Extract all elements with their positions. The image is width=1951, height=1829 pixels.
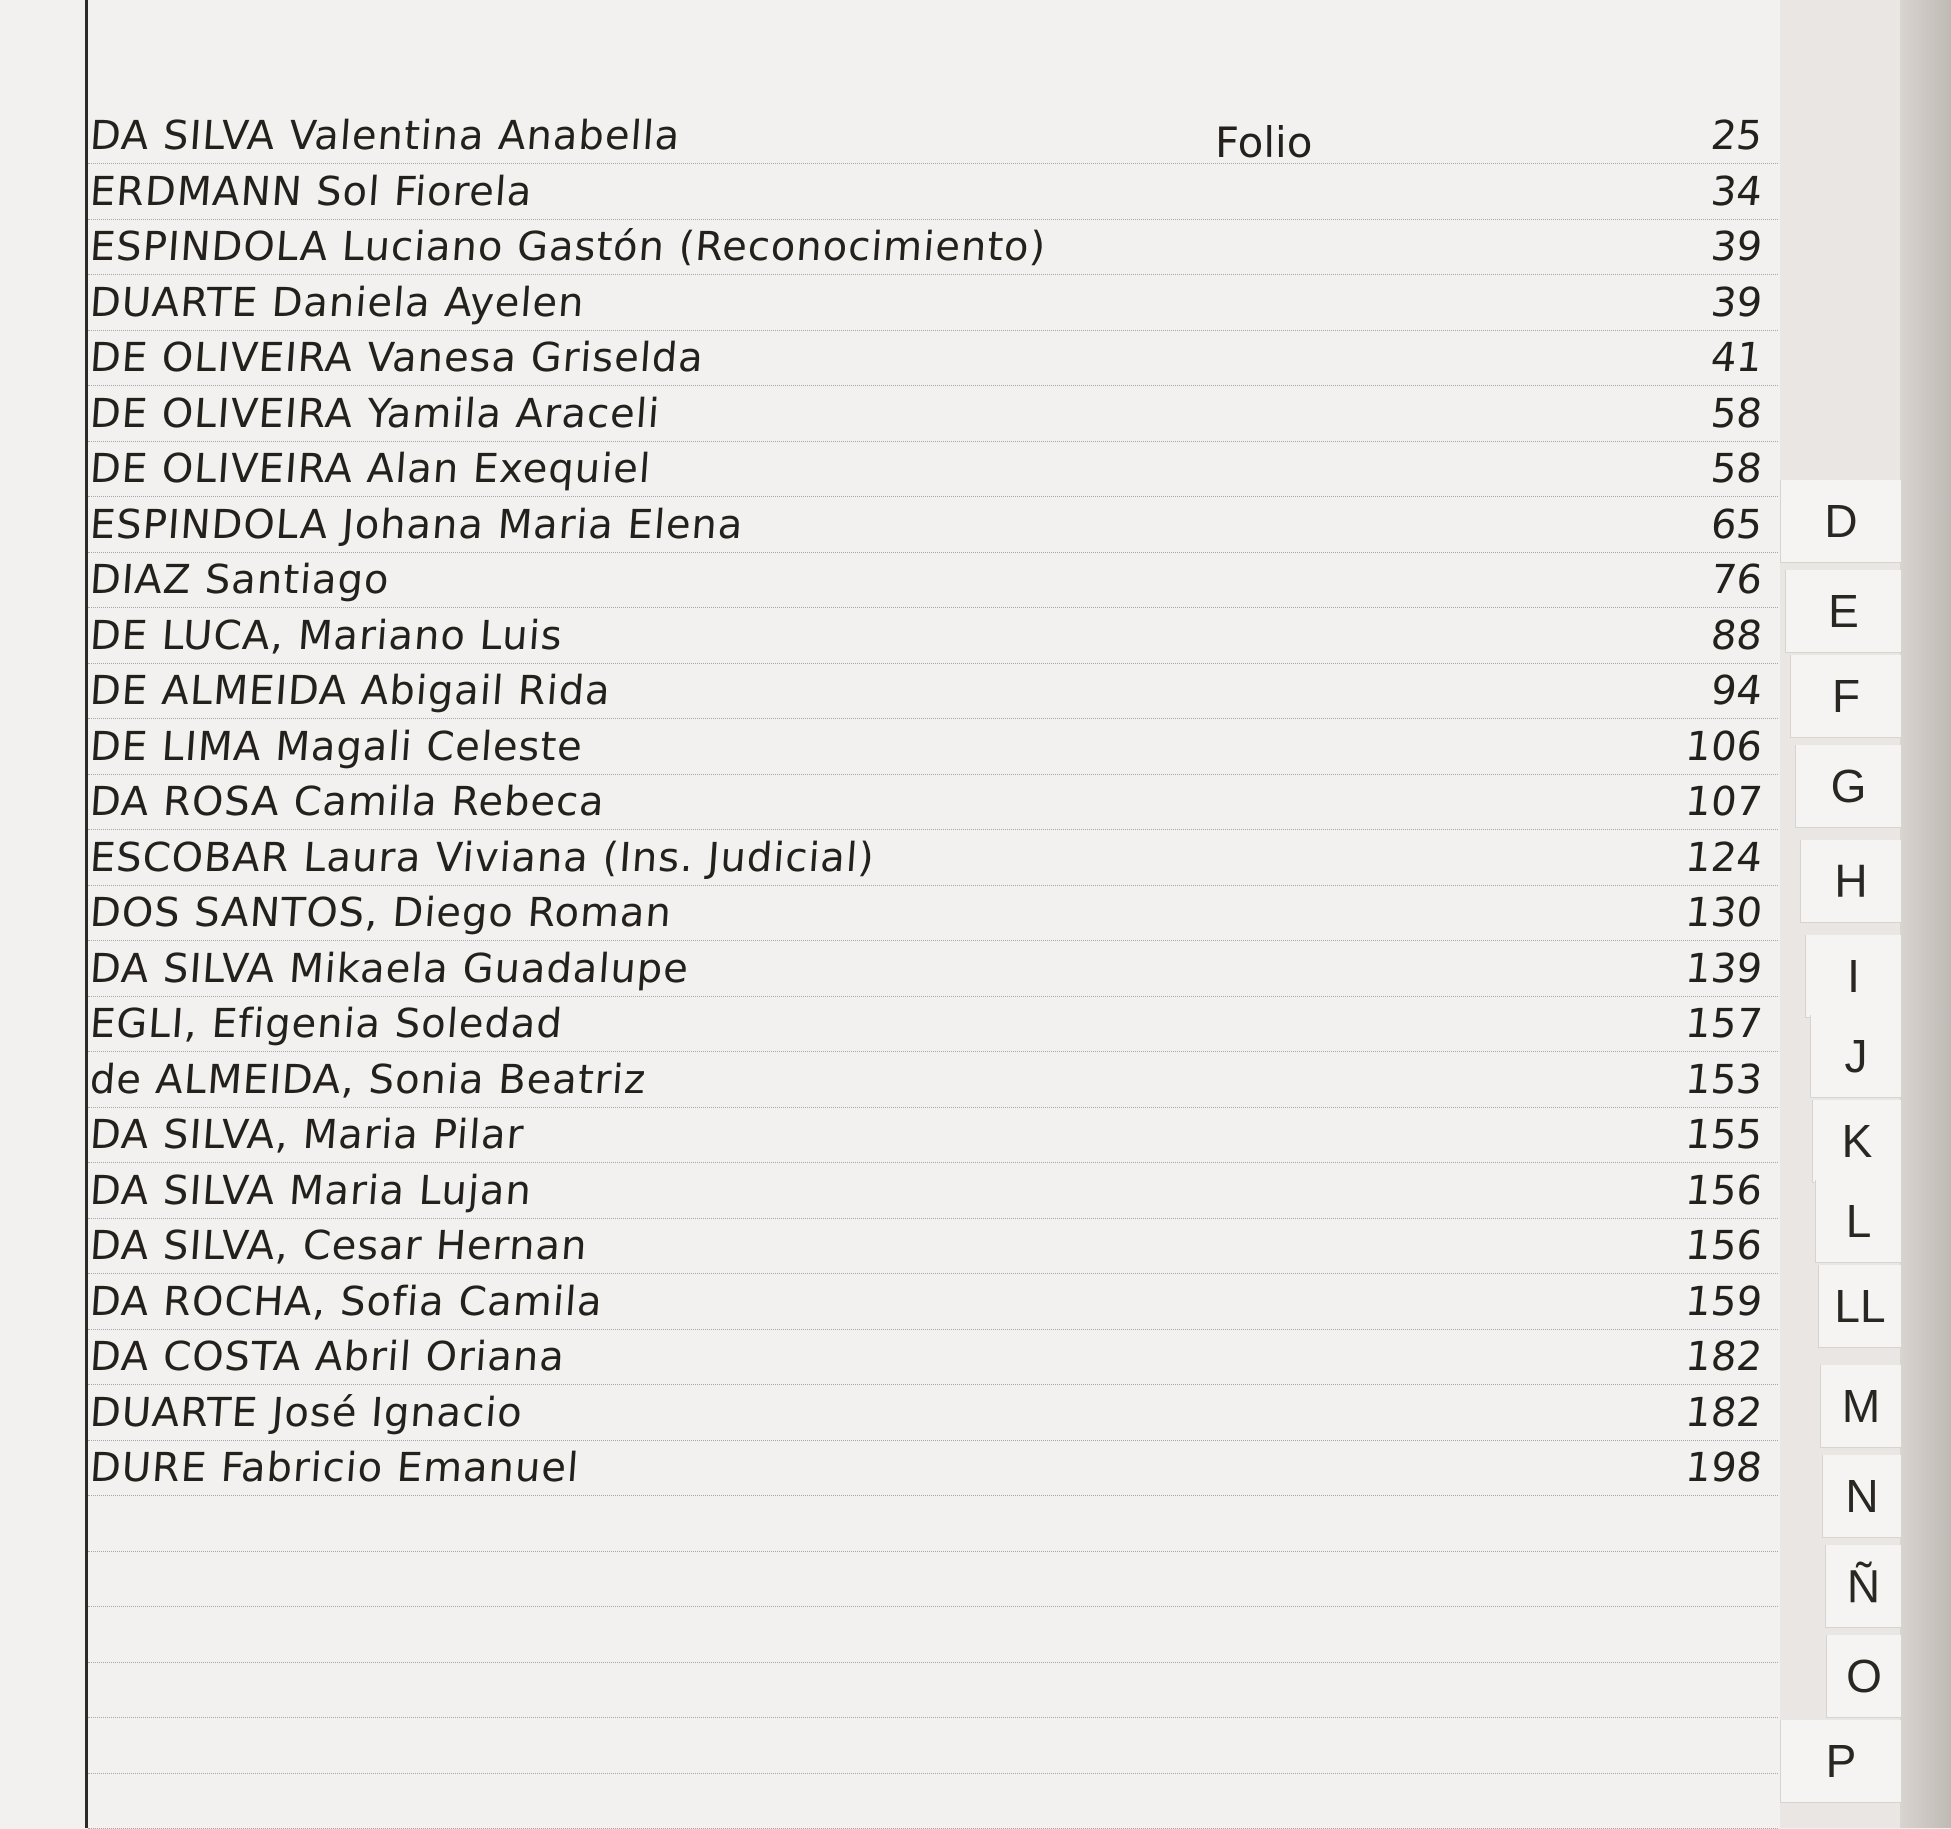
list-item bbox=[90, 668, 1770, 718]
entry-folio: 65 bbox=[1708, 501, 1765, 548]
entry-folio: 39 bbox=[1708, 224, 1765, 270]
entry-name: ERDMANN Sol Fiorela bbox=[88, 168, 535, 215]
ruled-line bbox=[88, 1440, 1778, 1441]
entry-name: DA SILVA, Cesar Hernan bbox=[88, 1223, 590, 1269]
list-item bbox=[90, 557, 1770, 607]
ruled-line bbox=[88, 330, 1778, 331]
list-item bbox=[90, 835, 1770, 885]
ruled-line bbox=[88, 1107, 1778, 1108]
index-tab[interactable]: G bbox=[1795, 745, 1901, 828]
entry-folio: 156 bbox=[1683, 1167, 1765, 1214]
ruled-line bbox=[88, 1273, 1778, 1274]
list-item bbox=[90, 1112, 1770, 1162]
entry-folio: 198 bbox=[1683, 1445, 1765, 1491]
ruled-line bbox=[88, 829, 1778, 830]
entry-name: DIAZ Santiago bbox=[88, 557, 392, 603]
entry-name: DE ALMEIDA Abigail Rida bbox=[88, 668, 613, 714]
entry-folio: 182 bbox=[1683, 1389, 1765, 1436]
entry-name: DA COSTA Abril Oriana bbox=[88, 1334, 567, 1380]
list-item bbox=[90, 613, 1770, 663]
list-item bbox=[90, 724, 1770, 774]
list-item bbox=[90, 946, 1770, 996]
ruled-line bbox=[88, 996, 1778, 997]
entry-name: de ALMEIDA, Sonia Beatriz bbox=[88, 1056, 648, 1103]
entry-name: DUARTE José Ignacio bbox=[88, 1389, 525, 1436]
ruled-line bbox=[88, 1662, 1778, 1663]
ruled-line bbox=[88, 1051, 1778, 1052]
entry-folio: 155 bbox=[1683, 1112, 1765, 1158]
index-tab[interactable]: LL bbox=[1818, 1265, 1901, 1348]
list-item bbox=[90, 1001, 1770, 1051]
entry-name: DE OLIVEIRA Yamila Araceli bbox=[88, 390, 662, 437]
entry-folio: 58 bbox=[1708, 446, 1765, 492]
ruled-line bbox=[88, 885, 1778, 886]
ruled-line bbox=[88, 1218, 1778, 1219]
ruled-line bbox=[88, 385, 1778, 386]
entry-folio: 106 bbox=[1683, 723, 1765, 770]
entry-folio: 130 bbox=[1683, 890, 1765, 936]
entry-name: DE OLIVEIRA Vanesa Griselda bbox=[88, 335, 706, 381]
entry-folio: 159 bbox=[1683, 1278, 1765, 1325]
list-item bbox=[90, 391, 1770, 441]
list-item bbox=[90, 1445, 1770, 1495]
entry-name: DE OLIVEIRA Alan Exequiel bbox=[88, 446, 653, 492]
ruled-line bbox=[88, 496, 1778, 497]
entry-name: ESPINDOLA Johana Maria Elena bbox=[88, 501, 746, 548]
ruled-line bbox=[88, 1495, 1778, 1496]
entry-folio: 41 bbox=[1708, 335, 1765, 381]
entry-folio: 157 bbox=[1683, 1001, 1765, 1047]
ruled-line bbox=[88, 1162, 1778, 1163]
index-tab[interactable]: D bbox=[1780, 480, 1901, 563]
index-tab[interactable]: J bbox=[1810, 1015, 1901, 1098]
entry-folio: 39 bbox=[1708, 279, 1765, 326]
list-item bbox=[90, 113, 1770, 163]
entry-name: DA SILVA Maria Lujan bbox=[88, 1167, 534, 1214]
index-tab[interactable]: K bbox=[1812, 1100, 1901, 1183]
list-item bbox=[90, 890, 1770, 940]
ruled-line bbox=[88, 552, 1778, 553]
entry-folio: 182 bbox=[1683, 1334, 1765, 1380]
list-item bbox=[90, 1057, 1770, 1107]
entry-folio: 88 bbox=[1708, 612, 1765, 659]
entry-name: ESCOBAR Laura Viviana (Ins. Judicial) bbox=[88, 834, 877, 881]
index-tab[interactable]: I bbox=[1805, 935, 1901, 1018]
entry-folio: 94 bbox=[1708, 668, 1765, 714]
entry-name: DOS SANTOS, Diego Roman bbox=[88, 890, 674, 936]
ruled-line bbox=[88, 219, 1778, 220]
entry-name: DA SILVA Valentina Anabella bbox=[88, 113, 682, 159]
index-tab[interactable]: H bbox=[1800, 840, 1901, 923]
entry-folio: 153 bbox=[1683, 1056, 1765, 1103]
list-item bbox=[90, 280, 1770, 330]
entry-folio: 76 bbox=[1708, 557, 1765, 603]
list-item bbox=[90, 1390, 1770, 1440]
ruled-line bbox=[88, 607, 1778, 608]
ruled-line bbox=[88, 1606, 1778, 1607]
ruled-line bbox=[88, 441, 1778, 442]
ruled-line bbox=[88, 718, 1778, 719]
ruled-line bbox=[88, 163, 1778, 164]
list-item bbox=[90, 169, 1770, 219]
list-item bbox=[90, 779, 1770, 829]
entry-folio: 139 bbox=[1683, 945, 1765, 992]
index-tab[interactable]: F bbox=[1790, 655, 1901, 738]
entry-name: DA SILVA, Maria Pilar bbox=[88, 1112, 526, 1158]
index-tab[interactable]: Ñ bbox=[1825, 1545, 1901, 1628]
entry-folio: 58 bbox=[1708, 390, 1765, 437]
entry-name: DE LIMA Magali Celeste bbox=[88, 723, 585, 770]
entry-folio: 25 bbox=[1708, 113, 1765, 159]
list-item bbox=[90, 1223, 1770, 1273]
list-item bbox=[90, 1279, 1770, 1329]
entry-name: ESPINDOLA Luciano Gastón (Reconocimiento) bbox=[88, 224, 1048, 270]
list-item bbox=[90, 446, 1770, 496]
ruled-line bbox=[88, 940, 1778, 941]
index-tab[interactable]: N bbox=[1822, 1455, 1901, 1538]
list-item bbox=[90, 224, 1770, 274]
index-tab[interactable]: L bbox=[1815, 1180, 1901, 1263]
entry-folio: 156 bbox=[1683, 1223, 1765, 1269]
entry-name: DA ROSA Camila Rebeca bbox=[88, 779, 607, 825]
entry-folio: 124 bbox=[1683, 834, 1765, 881]
ruled-line bbox=[88, 663, 1778, 664]
ruled-line bbox=[88, 1384, 1778, 1385]
entry-folio: 34 bbox=[1708, 168, 1765, 215]
ruled-line bbox=[88, 1329, 1778, 1330]
ruled-line bbox=[88, 274, 1778, 275]
index-tab[interactable]: O bbox=[1826, 1635, 1901, 1718]
entry-name: DA SILVA Mikaela Guadalupe bbox=[88, 945, 691, 992]
list-item bbox=[90, 335, 1770, 385]
index-tab[interactable]: E bbox=[1785, 570, 1901, 653]
ruled-line bbox=[88, 1773, 1778, 1774]
entry-name: DUARTE Daniela Ayelen bbox=[88, 279, 587, 326]
index-tab[interactable]: M bbox=[1820, 1365, 1901, 1448]
entry-name: DA ROCHA, Sofia Camila bbox=[88, 1278, 605, 1325]
list-item bbox=[90, 1168, 1770, 1218]
entry-name: DURE Fabricio Emanuel bbox=[88, 1445, 581, 1491]
index-tab[interactable]: P bbox=[1780, 1720, 1901, 1803]
entry-name: EGLI, Efigenia Soledad bbox=[88, 1001, 565, 1047]
ruled-line bbox=[88, 1717, 1778, 1718]
list-item bbox=[90, 1334, 1770, 1384]
entry-folio: 107 bbox=[1683, 779, 1765, 825]
entry-name: DE LUCA, Mariano Luis bbox=[88, 612, 565, 659]
tab-edge bbox=[1900, 0, 1951, 1828]
ruled-line bbox=[88, 774, 1778, 775]
list-item bbox=[90, 502, 1770, 552]
folio-header-label: Folio bbox=[1215, 118, 1313, 167]
ruled-line bbox=[88, 1551, 1778, 1552]
